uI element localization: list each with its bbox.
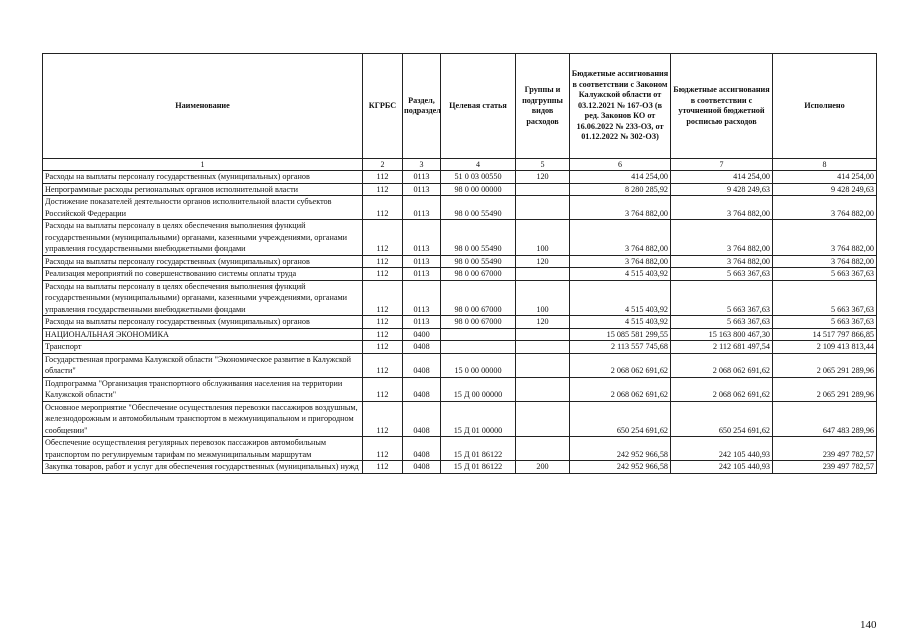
row-kgrbs: 112: [363, 268, 403, 281]
row-refined: 9 428 249,63: [671, 183, 773, 196]
row-section: 0113: [403, 255, 441, 268]
row-section: 0113: [403, 280, 441, 316]
row-name: Обеспечение осуществления регулярных перевозок пассажиров автомобильным транспортом по регулируемым тарифам по межмуниципальным маршрутам: [43, 437, 363, 461]
header-groups: Группы и подгруппы видов расходов: [516, 54, 570, 159]
row-group: 100: [516, 220, 570, 256]
row-name: Подпрограмма "Организация транспортного обслуживания населения на территории Калужской области": [43, 377, 363, 401]
row-section: 0408: [403, 461, 441, 474]
table-row: [43, 316, 877, 329]
row-group: [516, 401, 570, 437]
row-name: Расходы на выплаты персоналу в целях обеспечения выполнения функций государственными (муниципальными) органами, казенными учреждениями, органами управления государственными внебюджетными фондами: [43, 220, 363, 256]
header-refined: Бюджетные ассигнования в соответствии с уточненной бюджетной росписью расходов: [671, 54, 773, 159]
budget-table: [42, 53, 877, 474]
row-assigned: 4 515 403,92: [570, 280, 671, 316]
row-executed: 5 663 367,63: [773, 280, 877, 316]
column-number: 2: [363, 159, 403, 171]
row-kgrbs: 112: [363, 401, 403, 437]
row-kgrbs: 112: [363, 316, 403, 329]
row-section: 0408: [403, 341, 441, 354]
row-section: 0113: [403, 183, 441, 196]
row-executed: 3 764 882,00: [773, 196, 877, 220]
row-target: [441, 328, 516, 341]
row-executed: 2 109 413 813,44: [773, 341, 877, 354]
row-refined: 5 663 367,63: [671, 268, 773, 281]
row-kgrbs: 112: [363, 196, 403, 220]
header-target: Целевая статья: [441, 54, 516, 159]
row-refined: 3 764 882,00: [671, 196, 773, 220]
row-group: 120: [516, 171, 570, 184]
row-section: 0113: [403, 196, 441, 220]
row-group: [516, 353, 570, 377]
row-group: 200: [516, 461, 570, 474]
row-assigned: 2 068 062 691,62: [570, 353, 671, 377]
row-name: Государственная программа Калужской области "Экономическое развитие в Калужской области": [43, 353, 363, 377]
row-target: 51 0 03 00550: [441, 171, 516, 184]
row-target: 15 Д 01 86122: [441, 461, 516, 474]
row-name: Транспорт: [43, 341, 363, 354]
row-kgrbs: 112: [363, 353, 403, 377]
row-section: 0113: [403, 268, 441, 281]
row-group: [516, 437, 570, 461]
row-group: [516, 196, 570, 220]
row-refined: 15 163 800 467,30: [671, 328, 773, 341]
row-refined: 5 663 367,63: [671, 316, 773, 329]
row-target: 98 0 00 67000: [441, 316, 516, 329]
table-row: [43, 353, 877, 377]
row-section: 0408: [403, 437, 441, 461]
column-number-row: [43, 159, 877, 171]
row-assigned: 650 254 691,62: [570, 401, 671, 437]
row-kgrbs: 112: [363, 183, 403, 196]
row-group: [516, 341, 570, 354]
table-row: [43, 196, 877, 220]
table-row: [43, 183, 877, 196]
row-kgrbs: 112: [363, 437, 403, 461]
column-number: 1: [43, 159, 363, 171]
table-row: [43, 268, 877, 281]
row-assigned: 15 085 581 299,55: [570, 328, 671, 341]
row-executed: 5 663 367,63: [773, 268, 877, 281]
table-row: [43, 341, 877, 354]
row-refined: 3 764 882,00: [671, 255, 773, 268]
row-executed: 3 764 882,00: [773, 255, 877, 268]
row-executed: 9 428 249,63: [773, 183, 877, 196]
row-section: 0408: [403, 353, 441, 377]
row-section: 0113: [403, 220, 441, 256]
row-name: Расходы на выплаты персоналу государственных (муниципальных) органов: [43, 171, 363, 184]
row-refined: 2 112 681 497,54: [671, 341, 773, 354]
column-number: 3: [403, 159, 441, 171]
row-group: 120: [516, 316, 570, 329]
row-kgrbs: 112: [363, 255, 403, 268]
header-row: [43, 54, 877, 159]
row-group: [516, 328, 570, 341]
row-refined: 3 764 882,00: [671, 220, 773, 256]
row-executed: 2 065 291 289,96: [773, 377, 877, 401]
row-target: 15 Д 00 00000: [441, 377, 516, 401]
row-section: 0113: [403, 316, 441, 329]
row-refined: 242 105 440,93: [671, 437, 773, 461]
row-name: Расходы на выплаты персоналу государственных (муниципальных) органов: [43, 255, 363, 268]
row-refined: 2 068 062 691,62: [671, 377, 773, 401]
row-executed: 14 517 797 866,85: [773, 328, 877, 341]
row-kgrbs: 112: [363, 341, 403, 354]
row-refined: 5 663 367,63: [671, 280, 773, 316]
row-kgrbs: 112: [363, 461, 403, 474]
row-kgrbs: 112: [363, 171, 403, 184]
row-assigned: 4 515 403,92: [570, 316, 671, 329]
row-name: Реализация мероприятий по совершенствованию системы оплаты труда: [43, 268, 363, 281]
row-name: Основное мероприятие "Обеспечение осуществления перевозки пассажиров воздушным, железнодорожным и автомобильным транспортом в межмуниципальном и пригородном сообщении": [43, 401, 363, 437]
row-assigned: 4 515 403,92: [570, 268, 671, 281]
header-executed: Исполнено: [773, 54, 877, 159]
page-number: 140: [860, 619, 877, 631]
row-target: 98 0 00 00000: [441, 183, 516, 196]
table-row: [43, 377, 877, 401]
row-assigned: 242 952 966,58: [570, 437, 671, 461]
row-name: Непрограммные расходы региональных органов исполнительной власти: [43, 183, 363, 196]
row-executed: 3 764 882,00: [773, 220, 877, 256]
row-executed: 239 497 782,57: [773, 437, 877, 461]
row-section: 0113: [403, 171, 441, 184]
column-number: 7: [671, 159, 773, 171]
row-name: Расходы на выплаты персоналу в целях обеспечения выполнения функций государственными (муниципальными) органами, казенными учреждениями, органами управления государственными внебюджетными фондами: [43, 280, 363, 316]
column-number: 5: [516, 159, 570, 171]
row-target: 98 0 00 67000: [441, 280, 516, 316]
header-kgrbs: КГРБС: [363, 54, 403, 159]
column-number: 8: [773, 159, 877, 171]
table-row: [43, 437, 877, 461]
row-target: 15 Д 01 86122: [441, 437, 516, 461]
row-group: [516, 268, 570, 281]
row-section: 0408: [403, 377, 441, 401]
table-row: [43, 328, 877, 341]
row-executed: 414 254,00: [773, 171, 877, 184]
row-target: 15 Д 01 00000: [441, 401, 516, 437]
row-target: 15 0 00 00000: [441, 353, 516, 377]
row-group: [516, 377, 570, 401]
row-kgrbs: 112: [363, 280, 403, 316]
row-target: 98 0 00 55490: [441, 196, 516, 220]
table-row: [43, 220, 877, 256]
row-refined: 2 068 062 691,62: [671, 353, 773, 377]
header-name: Наименование: [43, 54, 363, 159]
row-group: 100: [516, 280, 570, 316]
row-name: НАЦИОНАЛЬНАЯ ЭКОНОМИКА: [43, 328, 363, 341]
row-name: Расходы на выплаты персоналу государственных (муниципальных) органов: [43, 316, 363, 329]
row-target: 98 0 00 55490: [441, 255, 516, 268]
row-kgrbs: 112: [363, 328, 403, 341]
row-kgrbs: 112: [363, 220, 403, 256]
header-assigned: Бюджетные ассигнования в соответствии с Законом Калужской области от 03.12.2021 № 167-ОЗ (в ред. Законов КО от 16.06.2022 № 233-ОЗ, от 01.12.2022 № 302-ОЗ): [570, 54, 671, 159]
row-refined: 414 254,00: [671, 171, 773, 184]
row-refined: 650 254 691,62: [671, 401, 773, 437]
row-assigned: 2 113 557 745,68: [570, 341, 671, 354]
row-executed: 647 483 289,96: [773, 401, 877, 437]
row-assigned: 2 068 062 691,62: [570, 377, 671, 401]
table-row: [43, 255, 877, 268]
row-executed: 5 663 367,63: [773, 316, 877, 329]
row-group: 120: [516, 255, 570, 268]
row-assigned: 414 254,00: [570, 171, 671, 184]
row-refined: 242 105 440,93: [671, 461, 773, 474]
row-target: [441, 341, 516, 354]
table-body: [43, 171, 877, 474]
table-row: [43, 280, 877, 316]
row-assigned: 8 280 285,92: [570, 183, 671, 196]
row-name: Достижение показателей деятельности органов исполнительной власти субъектов Российской Федерации: [43, 196, 363, 220]
row-group: [516, 183, 570, 196]
row-assigned: 3 764 882,00: [570, 196, 671, 220]
row-kgrbs: 112: [363, 377, 403, 401]
table-row: [43, 171, 877, 184]
row-executed: 2 065 291 289,96: [773, 353, 877, 377]
row-target: 98 0 00 55490: [441, 220, 516, 256]
column-number: 6: [570, 159, 671, 171]
row-name: Закупка товаров, работ и услуг для обеспечения государственных (муниципальных) нужд: [43, 461, 363, 474]
row-target: 98 0 00 67000: [441, 268, 516, 281]
row-assigned: 242 952 966,58: [570, 461, 671, 474]
row-executed: 239 497 782,57: [773, 461, 877, 474]
row-assigned: 3 764 882,00: [570, 255, 671, 268]
table-row: [43, 401, 877, 437]
column-number: 4: [441, 159, 516, 171]
header-section: Раздел, подраздел: [403, 54, 441, 159]
row-section: 0400: [403, 328, 441, 341]
table-row: [43, 461, 877, 474]
row-assigned: 3 764 882,00: [570, 220, 671, 256]
row-section: 0408: [403, 401, 441, 437]
